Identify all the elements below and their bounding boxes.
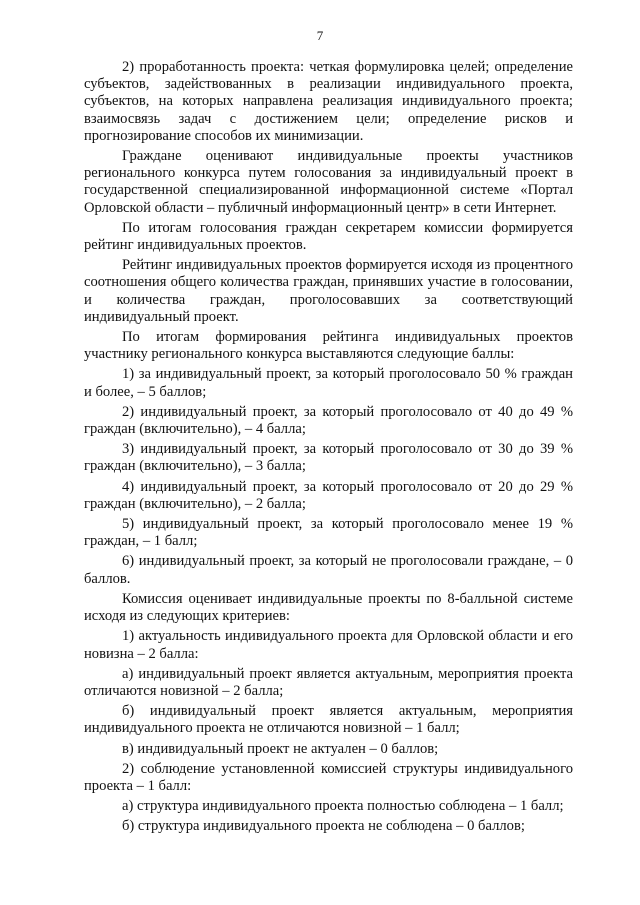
paragraph: 2) проработанность проекта: четкая формулировка целей; определение субъектов, задействованных в реализации индивидуального проекта, субъектов, на которых направлена реализация индивидуального проекта; взаимосвязь задач с достижением цели; определение рисков и прогнозирование способов их минимизации. bbox=[84, 59, 573, 144]
list-item: 1) актуальность индивидуального проекта для Орловской области и его новизна – 2 балла: bbox=[84, 628, 573, 662]
paragraph: Граждане оценивают индивидуальные проекты участников регионального конкурса путем голосования за индивидуальный проект в государственной специализированной информационной системе «Портал Орловской области – публичный информационный центр» в сети Интернет. bbox=[84, 148, 573, 216]
paragraph: Комиссия оценивает индивидуальные проекты по 8-балльной системе исходя из следующих критериев: bbox=[84, 590, 573, 625]
list-item: 2) индивидуальный проект, за который проголосовало от 40 до 49 % граждан (включительно), – 4 балла; bbox=[84, 403, 573, 438]
list-item: 4) индивидуальный проект, за который проголосовало от 20 до 29 % граждан (включительно), – 2 балла; bbox=[84, 478, 573, 512]
paragraph: Рейтинг индивидуальных проектов формируется исходя из процентного соотношения общего количества граждан, принявших участие в голосовании, и количества граждан, проголосовавших за соответствующий индивидуальный проект. bbox=[84, 257, 573, 325]
list-item: 1) за индивидуальный проект, за который проголосовало 50 % граждан и более, – 5 баллов; bbox=[84, 366, 573, 400]
list-item: а) индивидуальный проект является актуальным, мероприятия проекта отличаются новизной – 2 балла; bbox=[84, 665, 573, 699]
page-number: 7 bbox=[316, 28, 324, 43]
list-item: 6) индивидуальный проект, за который не проголосовали граждане, – 0 баллов. bbox=[84, 553, 573, 587]
list-item: б) структура индивидуального проекта не соблюдена – 0 баллов; bbox=[122, 818, 525, 835]
paragraph: По итогам голосования граждан секретарем комиссии формируется рейтинг индивидуальных проектов. bbox=[84, 219, 573, 254]
document-body bbox=[84, 59, 573, 836]
list-item: в) индивидуальный проект не актуален – 0 баллов; bbox=[122, 740, 439, 757]
list-item: б) индивидуальный проект является актуальным, мероприятия индивидуального проекта не отличаются новизной – 1 балл; bbox=[84, 703, 573, 737]
list-item: а) структура индивидуального проекта полностью соблюдена – 1 балл; bbox=[122, 798, 564, 815]
list-item: 5) индивидуальный проект, за который проголосовало менее 19 % граждан, – 1 балл; bbox=[84, 516, 573, 550]
paragraph: По итогам формирования рейтинга индивидуальных проектов участнику регионального конкурса выставляются следующие баллы: bbox=[84, 329, 573, 363]
list-item: 2) соблюдение установленной комиссией структуры индивидуального проекта – 1 балл: bbox=[84, 760, 573, 794]
list-item: 3) индивидуальный проект, за который проголосовало от 30 до 39 % граждан (включительно), – 3 балла; bbox=[84, 441, 573, 475]
